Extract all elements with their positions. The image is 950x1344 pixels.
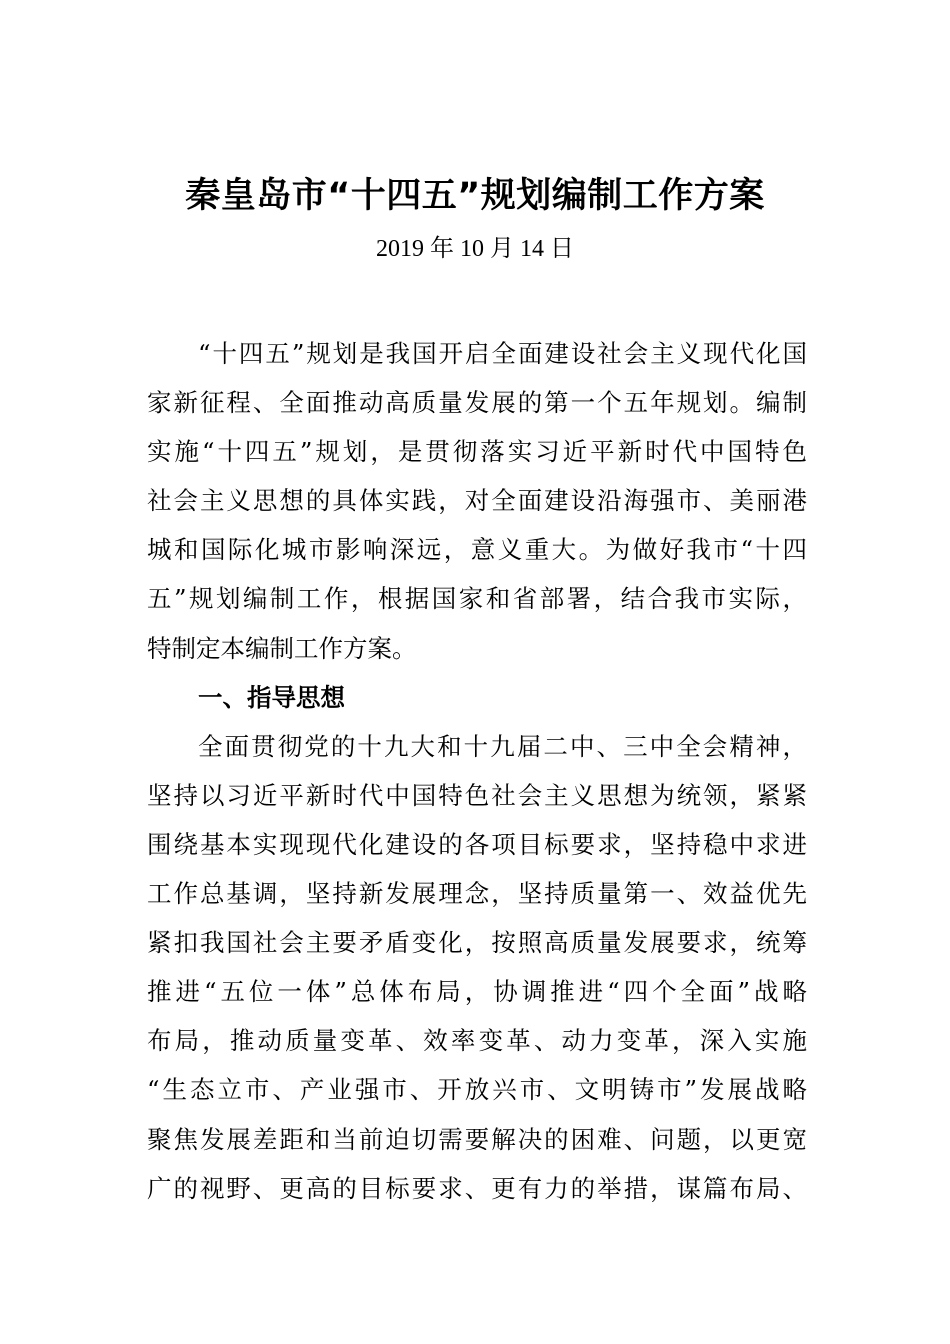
paragraph-line: 全面贯彻党的十九大和十九届二中、三中全会精神， [198,731,807,761]
document-title: 秦皇岛市“十四五”规划编制工作方案 [185,176,765,216]
paragraph-line: 工作总基调，坚持新发展理念，坚持质量第一、效益优先 [147,879,807,909]
paragraph-line: 特制定本编制工作方案。 [147,633,417,663]
paragraph-line: 城和国际化城市影响深远，意义重大。为做好我市“十四 [147,535,807,565]
paragraph-line: 推进“五位一体”总体布局，协调推进“四个全面”战略 [147,977,807,1007]
paragraph-line: 实施“十四五”规划，是贯彻落实习近平新时代中国特色 [147,437,807,467]
paragraph-line: 聚焦发展差距和当前迫切需要解决的困难、问题，以更宽 [147,1124,807,1154]
section-heading: 一、指导思想 [198,682,345,712]
paragraph-line: 围绕基本实现现代化建设的各项目标要求，坚持稳中求进 [147,829,807,859]
document-body [147,329,807,1213]
paragraph-line: 布局，推动质量变革、效率变革、动力变革，深入实施 [147,1026,807,1056]
paragraph-line: 广的视野、更高的目标要求、更有力的举措，谋篇布局、 [147,1173,807,1203]
paragraph-line: 社会主义思想的具体实践，对全面建设沿海强市、美丽港 [147,486,807,516]
paragraph-line: 家新征程、全面推动高质量发展的第一个五年规划。编制 [147,388,807,418]
paragraph-line: 坚持以习近平新时代中国特色社会主义思想为统领，紧紧 [147,780,807,810]
paragraph-line: “生态立市、产业强市、开放兴市、文明铸市”发展战略 [147,1075,807,1105]
paragraph-line: “十四五”规划是我国开启全面建设社会主义现代化国 [198,339,807,368]
paragraph-line: 五”规划编制工作，根据国家和省部署，结合我市实际， [147,584,807,614]
document-date: 2019 年 10 月 14 日 [376,236,574,262]
paragraph-line: 紧扣我国社会主要矛盾变化，按照高质量发展要求，统筹 [147,928,807,958]
